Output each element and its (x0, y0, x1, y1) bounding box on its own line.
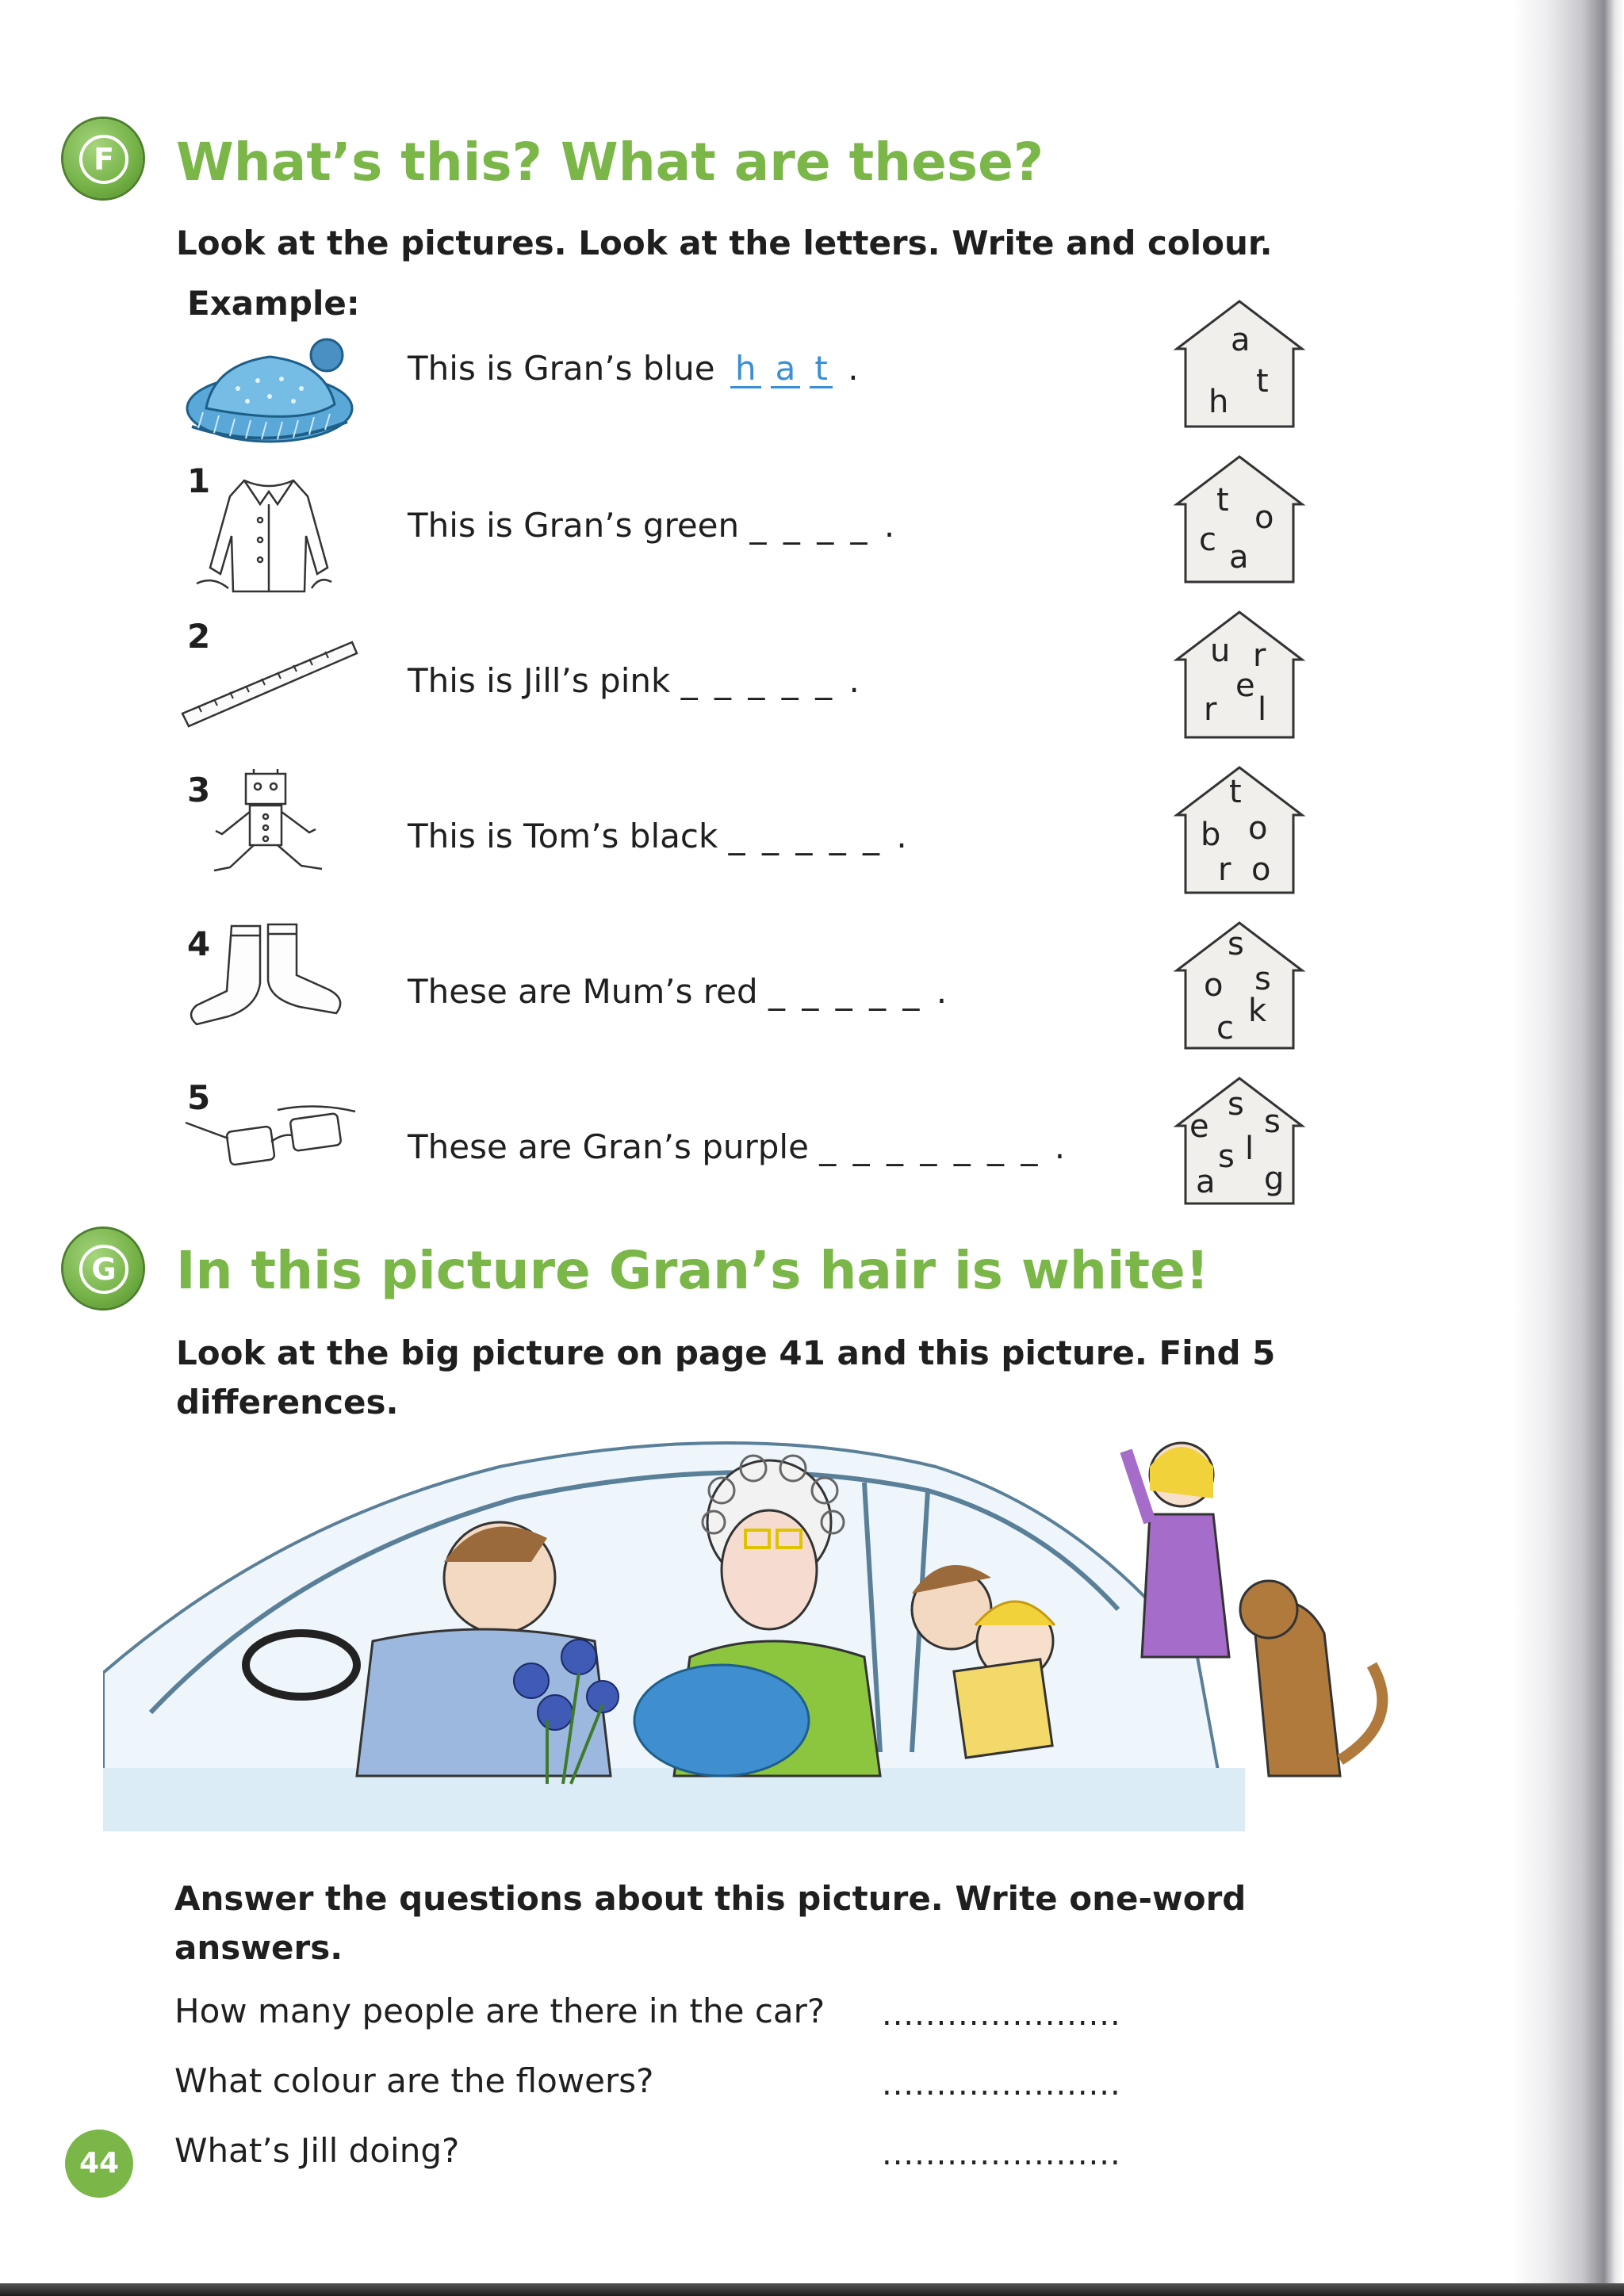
item-5-sentence (408, 1127, 1068, 1166)
example-sentence (408, 349, 859, 388)
example-end: . (848, 349, 859, 388)
question-text: What colour are the flowers? (174, 2061, 654, 2100)
item-5-text: These are Gran’s purple (408, 1127, 809, 1166)
house-letter: o (1254, 499, 1274, 536)
house-letter: a (1231, 322, 1251, 358)
example-answer-letter: a (771, 351, 801, 388)
house-letter: t (1229, 774, 1242, 810)
house-letter: g (1264, 1161, 1285, 1197)
family-car-illustration (103, 1403, 1419, 1831)
ruler-icon (178, 633, 360, 736)
coat-icon (181, 473, 357, 598)
letter-house-4 (1172, 920, 1307, 1054)
house-outline-icon (1172, 298, 1307, 433)
letter-house-3 (1172, 764, 1307, 899)
house-letter: e (1189, 1108, 1209, 1145)
letter-house-1 (1172, 453, 1307, 588)
example-answer-letter: h (730, 351, 761, 388)
house-letter: k (1248, 993, 1267, 1029)
house-letter: c (1216, 1010, 1234, 1047)
example-label: Example: (187, 284, 360, 323)
item-1-sentence (408, 506, 898, 545)
section-g-letter: G (79, 1245, 128, 1294)
question-text: What’s Jill doing? (174, 2131, 460, 2170)
item-4-blanks: _ _ _ _ _ . (768, 972, 951, 1011)
house-letter: t (1256, 363, 1269, 400)
item-3-blanks: _ _ _ _ _ . (728, 817, 910, 855)
item-1-blanks: _ _ _ _ . (749, 506, 898, 545)
answer-line[interactable]: ...................... (882, 2136, 1121, 2172)
house-letter: r (1204, 691, 1217, 728)
letter-house-5 (1172, 1075, 1307, 1210)
section-g-title: In this picture Gran’s hair is white! (176, 1240, 1209, 1301)
item-number: 4 (187, 924, 211, 963)
book-spine-shadow (1513, 0, 1624, 2296)
letter-house-2 (1172, 609, 1307, 744)
section-g-instruction: Look at the big picture on page 41 and this picture. Find 5 differences. (176, 1334, 1276, 1422)
item-2-blanks: _ _ _ _ _ . (680, 661, 863, 700)
socks-icon (181, 920, 357, 1031)
answer-instruction: Answer the questions about this picture. Write one-word answers. (174, 1879, 1247, 1967)
page-bottom-edge (0, 2283, 1624, 2296)
house-letter: a (1229, 539, 1249, 576)
item-number: 2 (187, 617, 211, 656)
hat-icon (182, 333, 357, 452)
house-letter: t (1216, 482, 1229, 519)
house-letter: h (1208, 384, 1229, 420)
house-letter: l (1245, 1131, 1254, 1167)
item-number: 5 (187, 1078, 211, 1117)
example-answer-letter: t (810, 351, 832, 388)
question-text: How many people are there in the car? (174, 1992, 825, 2030)
house-letter: o (1204, 967, 1224, 1004)
section-g-badge (63, 1229, 143, 1308)
house-letter: c (1199, 522, 1216, 558)
item-2-text: This is Jill’s pink (408, 661, 671, 700)
item-1-text: This is Gran’s green (408, 506, 740, 545)
section-f-badge (63, 119, 143, 198)
house-letter: s (1228, 926, 1244, 962)
house-letter: s (1254, 961, 1271, 997)
house-letter: s (1218, 1138, 1235, 1175)
house-letter: a (1196, 1164, 1216, 1200)
item-3-text: This is Tom’s black (408, 817, 718, 855)
item-5-blanks: _ _ _ _ _ _ _ . (819, 1127, 1069, 1166)
section-f-letter: F (79, 135, 128, 184)
house-letter: e (1235, 668, 1255, 704)
house-letter: l (1258, 691, 1267, 728)
page-number: 44 (65, 2130, 133, 2198)
section-f-instruction: Look at the pictures. Look at the letters. Write and colour. (176, 224, 1273, 262)
item-3-sentence (408, 817, 910, 855)
item-2-sentence (408, 661, 863, 700)
robot-icon (198, 766, 341, 885)
house-letter: o (1251, 851, 1271, 888)
item-number: 1 (187, 461, 211, 500)
house-letter: u (1210, 633, 1231, 669)
house-letter: s (1264, 1104, 1281, 1140)
letter-house-example (1172, 298, 1307, 433)
house-letter: r (1218, 851, 1231, 888)
house-letter: s (1228, 1086, 1244, 1123)
section-f-title: What’s this? What are these? (176, 132, 1044, 193)
item-number: 3 (187, 771, 211, 809)
item-4-sentence (408, 972, 950, 1011)
item-4-text: These are Mum’s red (408, 972, 758, 1011)
glasses-icon (181, 1102, 360, 1173)
house-letter: b (1201, 817, 1221, 853)
example-text: This is Gran’s blue (408, 349, 715, 388)
house-letter: r (1253, 637, 1266, 674)
house-letter: o (1248, 810, 1268, 847)
answer-line[interactable]: ...................... (882, 1996, 1121, 2033)
answer-line[interactable]: ...................... (882, 2066, 1121, 2103)
